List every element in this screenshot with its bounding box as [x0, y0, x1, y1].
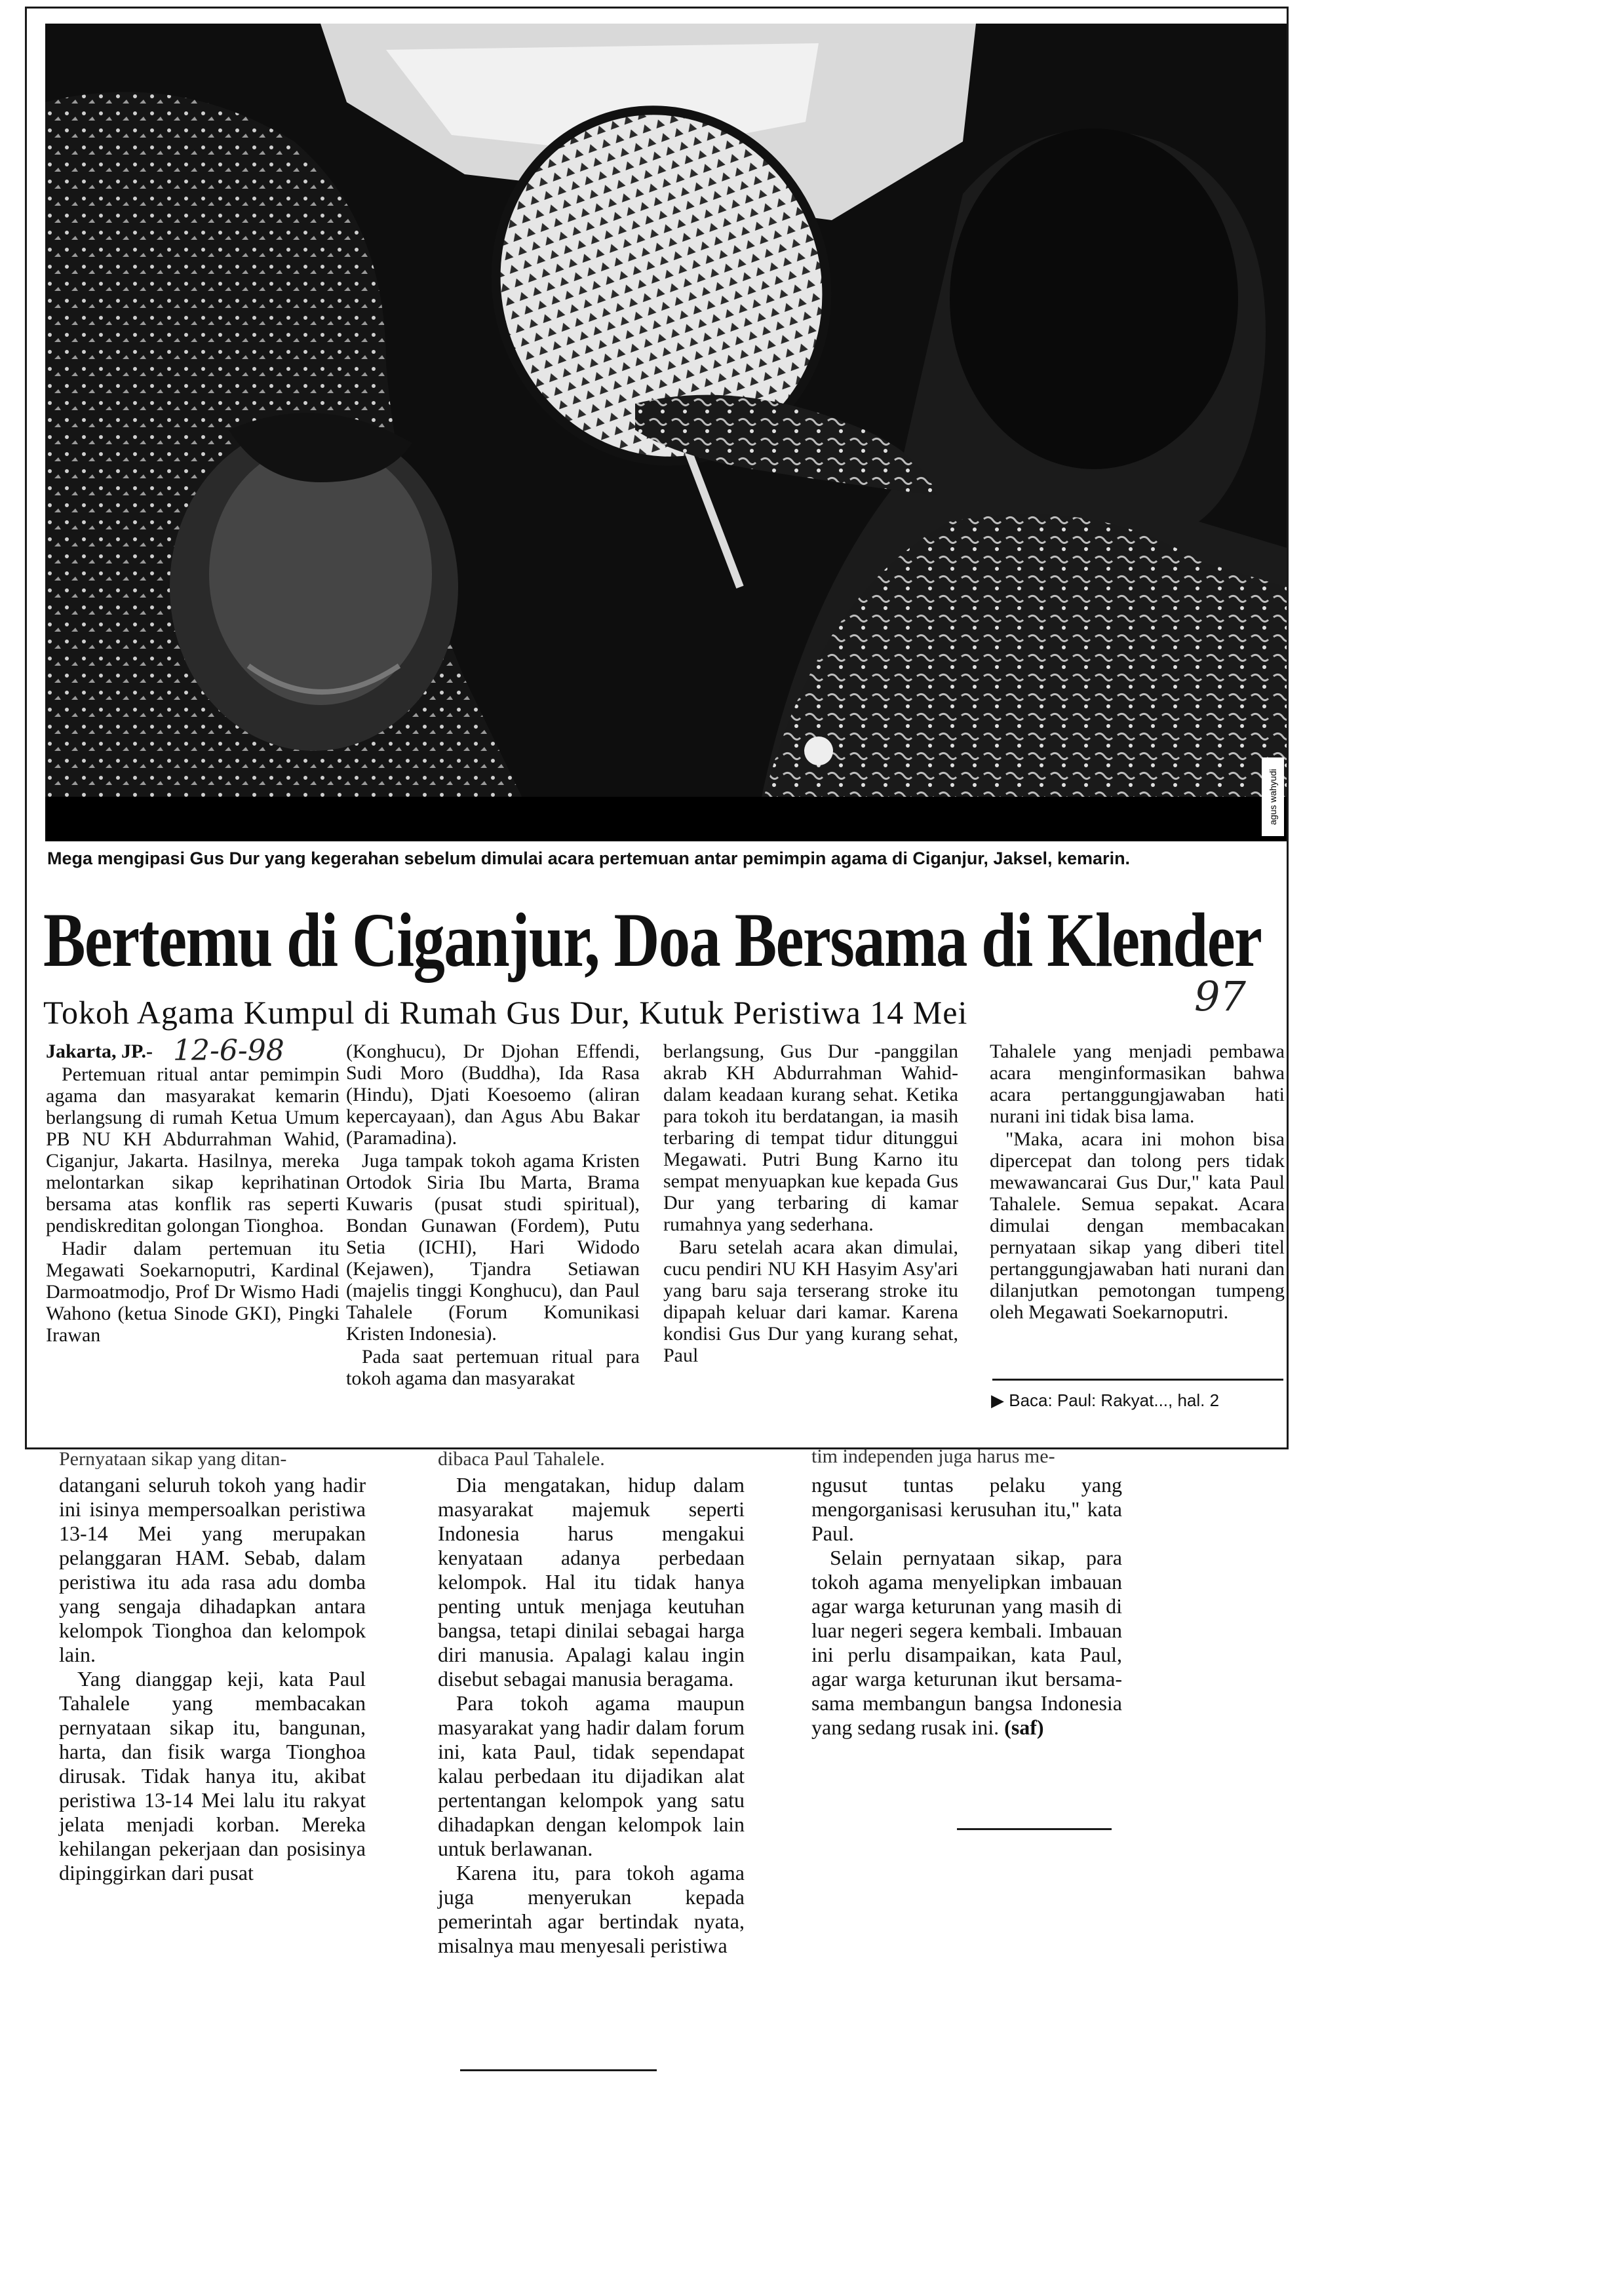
paragraph: Juga tampak tokoh agama Kristen Ortodok Siria Ibu Marta, Brama Kuwaris (pusat studi spiritual), Bondan Gunawan (Fordem), Putu Setia (ICHI), Hari Widodo (Kejawen), Tjandra Setiawan (majelis tinggi Konghucu), dan Paul Tahalele (Forum Komunikasi Kristen Indonesia).	[346, 1150, 640, 1345]
continued-label: Baca: Paul: Rakyat..., hal. 2	[1009, 1390, 1220, 1410]
paragraph: Baru setelah acara akan dimulai, cucu pendiri NU KH Hasyim Asy'ari yang baru saja terserang stroke itu dipapah keluar dari kamar. Karena kondisi Gus Dur yang kurang sehat, Paul	[663, 1236, 958, 1366]
paragraph: ngusut tuntas pelaku yang mengorganisasi kerusuhan itu," kata Paul.	[811, 1473, 1122, 1545]
dateline: Jakarta, JP.-	[46, 1041, 153, 1062]
paragraph-text: Selain pernyataan sikap, para tokoh agama menyelipkan imbauan agar warga keturunan yang masih di luar negeri segera kembali. Imbauan ini perlu disampaikan, kata Paul, agar warga keturunan ikut bersama-sama membangun bangsa Indonesia yang sedang rusak ini.	[811, 1546, 1122, 1739]
article-column-3	[663, 1041, 958, 1368]
paragraph: datangani seluruh tokoh yang hadir ini isinya mempersoalkan peristiwa 13-14 Mei yang merupakan pelanggaran HAM. Sebab, dalam peristiwa itu ada rasa adu domba yang sengaja dihadapkan antara kelompok Tionghoa dan kelompok lain.	[59, 1473, 366, 1666]
author-signature: (saf)	[1004, 1715, 1044, 1739]
handwritten-date: 12-6-98	[173, 1034, 284, 1067]
paragraph: Pada saat pertemuan ritual para tokoh agama dan masyarakat	[346, 1346, 640, 1389]
continued-reference	[991, 1389, 1219, 1411]
subheadline: Tokoh Agama Kumpul di Rumah Gus Dur, Kutuk Peristiwa 14 Mei	[43, 994, 968, 1031]
paragraph: Karena itu, para tokoh agama juga menyerukan kepada pemerintah agar bertindak nyata, misalnya mau menyesali peristiwa	[438, 1861, 745, 1957]
article-column-4	[990, 1041, 1285, 1324]
end-rule	[957, 1828, 1112, 1830]
play-arrow-icon: ▶	[991, 1390, 1004, 1410]
cut-line: dibaca Paul Tahalele.	[438, 1449, 605, 1469]
article-column-1	[46, 1041, 340, 1347]
paragraph: berlangsung, Gus Dur -panggilan akrab KH Abdurrahman Wahid- dalam keadaan kurang sehat. Ketika para tokoh itu berdatangan, ia masih terbaring di tempat tidur ditunggui Megawati. Putri Bung Karno itu sempat menyuapkan kue kepada Gus Dur yang terbaring di kamar rumahnya yang sederhana.	[663, 1041, 958, 1235]
continued-column-2	[438, 1473, 745, 1958]
photo-caption: Mega mengipasi Gus Dur yang kegerahan sebelum dimulai acara pertemuan antar pemimpin agama di Ciganjur, Jaksel, kemarin.	[47, 849, 1131, 868]
article-column-2	[346, 1041, 640, 1390]
photo-credit: agus wahyudi	[1262, 757, 1284, 836]
continued-column-1	[59, 1473, 366, 1885]
paragraph: Pertemuan ritual antar pemimpin agama dan masyarakat kemarin berlangsung di rumah Ketua Umum PB NU KH Abdurrahman Wahid, Ciganjur, Jakarta. Hasilnya, mereka melontarkan sikap keprihatinan bersama atas konflik ras seperti pendiskreditan golongan Tionghoa.	[46, 1063, 340, 1236]
paragraph: Yang dianggap keji, kata Paul Tahalele yang membacakan pernyataan sikap itu, bangunan, harta, dan fisik warga Tionghoa dirusak. Tidak hanya itu, akibat peristiwa 13-14 Mei lalu itu rakyat jelata menjadi korban. Mereka kehilangan pekerjaan dan posisinya dipinggirkan dari pusat	[59, 1667, 366, 1885]
paragraph: (Konghucu), Dr Djohan Effendi, Sudi Moro (Buddha), Ida Rasa (Hindu), Djati Koesoemo (aliran kepercayaan), dan Agus Abu Bakar (Paramadina).	[346, 1041, 640, 1149]
continued-column-3	[811, 1473, 1122, 1740]
paragraph: Tahalele yang menjadi pembawa acara menginformasikan bahwa acara pertanggungjawaban hati nurani ini tidak bisa lama.	[990, 1041, 1285, 1127]
paragraph	[811, 1546, 1122, 1740]
paragraph: Hadir dalam pertemuan itu Megawati Soekarnoputri, Kardinal Darmoatmodjo, Prof Dr Wismo Hadi Wahono (ketua Sinode GKI), Pingki Irawan	[46, 1238, 340, 1346]
end-rule	[460, 2069, 657, 2071]
news-photo	[45, 24, 1287, 841]
paragraph: "Maka, acara ini mohon bisa dipercepat dan tolong pers tidak mewawancarai Gus Dur," kata Paul Tahalele. Semua sepakat. Acara dimulai dengan membacakan pernyataan sikap yang diberi titel pertanggungjawaban hati nurani dan dilanjutkan pemotongan tumpeng oleh Megawati Soekarnoputri.	[990, 1128, 1285, 1323]
paragraph: Para tokoh agama maupun masyarakat yang hadir dalam forum ini, kata Paul, tidak sependapat kalau perbedaan itu dijadikan alat pertentangan kelompok yang satu dihadapkan dengan kelompok lain untuk berlawanan.	[438, 1691, 745, 1860]
handwritten-mark: 97	[1194, 972, 1246, 1020]
headline: Bertemu di Ciganjur, Doa Bersama di Klender	[43, 897, 1262, 983]
photo-illustration	[45, 24, 1287, 841]
column-divider	[992, 1379, 1283, 1381]
paragraph: Dia mengatakan, hidup dalam masyarakat majemuk seperti Indonesia harus mengakui kenyataan adanya perbedaan kelompok. Hal itu tidak hanya penting untuk menjaga keutuhan bangsa, tetapi dinilai sebagai harga diri manusia. Apalagi kalau ingin disebut sebagai manusia beragama.	[438, 1473, 745, 1691]
cut-line: tim independen juga harus me-	[811, 1447, 1055, 1466]
cut-line: Pernyataan sikap yang ditan-	[59, 1449, 287, 1469]
